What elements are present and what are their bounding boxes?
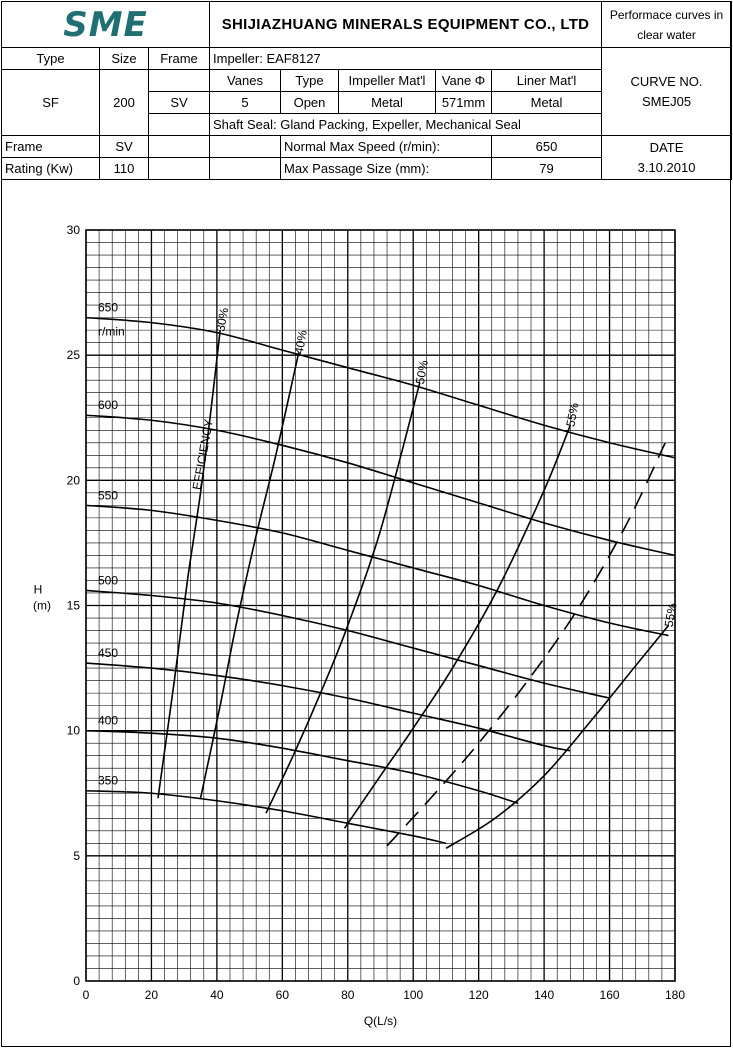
speed-curve-650	[86, 318, 675, 458]
vanes-value: 5	[210, 92, 281, 114]
efficiency-label: 55%	[661, 601, 680, 629]
speed-curve-label: 500	[98, 573, 119, 588]
y-tick-label: 0	[73, 974, 80, 988]
speed-curve-400	[86, 731, 518, 804]
rating-label: Rating (Kw)	[2, 158, 100, 180]
speed-curve-label: 450	[98, 646, 119, 661]
efficiency-title: EFFICIENCY	[189, 418, 216, 491]
y-axis-unit: (m)	[33, 598, 51, 613]
rpm-unit-label: r/min	[98, 324, 125, 339]
x-tick-label: 60	[275, 988, 290, 1002]
vane-dia-label: Vane Φ	[436, 70, 492, 92]
company-name: SHIJIAZHUANG MINERALS EQUIPMENT CO., LTD	[210, 2, 602, 48]
vanes-label: Vanes	[210, 70, 281, 92]
efficiency-label: 50%	[412, 359, 431, 386]
x-tick-label: 120	[468, 988, 489, 1002]
type-value: SF	[2, 70, 100, 136]
shaft-seal: Shaft Seal: Gland Packing, Expeller, Mechanical Seal	[210, 114, 602, 136]
size-value: 200	[100, 70, 149, 136]
efficiency-curve-30%	[158, 330, 220, 798]
vane-dia-value: 571mm	[436, 92, 492, 114]
speed-curve-label: 650	[98, 300, 119, 315]
x-tick-label: 0	[82, 988, 90, 1002]
rating-value: 110	[100, 158, 149, 180]
max-speed-value: 650	[492, 136, 602, 158]
efficiency-label: 55%	[563, 401, 582, 428]
impeller-mat-label: Impeller Mat'l	[339, 70, 436, 92]
efficiency-curve-40%	[201, 353, 299, 799]
size-label: Size	[100, 48, 149, 70]
speed-curve-550	[86, 505, 668, 635]
impeller-code: Impeller: EAF8127	[210, 48, 602, 70]
x-axis-label: Q(L/s)	[363, 1014, 398, 1028]
date-label: DATE	[649, 139, 684, 155]
y-tick-label: 5	[73, 848, 80, 863]
y-tick-label: 25	[66, 348, 80, 363]
x-tick-label: 140	[534, 988, 555, 1002]
liner-mat-label: Liner Mat'l	[492, 70, 602, 92]
x-tick-label: 80	[341, 988, 355, 1002]
x-tick-label: 100	[403, 988, 424, 1002]
efficiency-curve-dashed	[387, 443, 665, 846]
speed-curve-label: 600	[98, 398, 119, 413]
x-tick-label: 160	[599, 988, 620, 1002]
y-tick-label: 30	[66, 223, 80, 237]
liner-mat-value: Metal	[492, 92, 602, 114]
y-tick-label: 20	[66, 473, 80, 488]
frame-value: SV	[149, 92, 210, 114]
efficiency-label: 30%	[213, 306, 232, 333]
frame-row-value: SV	[100, 136, 149, 158]
performance-note: Performace curves in clear water	[602, 2, 732, 48]
curve-no-value: SMEJ05	[641, 93, 692, 109]
x-tick-label: 180	[664, 988, 686, 1002]
speed-curve-label: 550	[98, 488, 119, 503]
impeller-type-value: Open	[281, 92, 339, 114]
max-passage-label: Max Passage Size (mm):	[281, 158, 492, 180]
max-passage-value: 79	[492, 158, 602, 180]
curve-no-label: CURVE NO.	[630, 73, 703, 89]
date-value: 3.10.2010	[637, 159, 696, 175]
max-speed-label: Normal Max Speed (r/min):	[281, 136, 492, 158]
x-tick-label: 40	[210, 988, 224, 1002]
x-tick-label: 20	[144, 988, 159, 1002]
frame-label: Frame	[149, 48, 210, 70]
efficiency-label: 40%	[291, 329, 310, 356]
impeller-mat-value: Metal	[339, 92, 436, 114]
efficiency-curve-55%	[345, 425, 571, 828]
y-tick-label: 15	[66, 598, 80, 613]
frame-row-label: Frame	[2, 136, 100, 158]
speed-curve-label: 400	[98, 713, 119, 728]
y-tick-label: 10	[66, 723, 80, 738]
impeller-type-label: Type	[281, 70, 339, 92]
y-axis-label: H	[33, 582, 43, 597]
sme-logo: SME	[2, 2, 210, 48]
speed-curve-label: 350	[98, 773, 119, 788]
type-label: Type	[2, 48, 100, 70]
speed-curve-350	[86, 791, 446, 844]
